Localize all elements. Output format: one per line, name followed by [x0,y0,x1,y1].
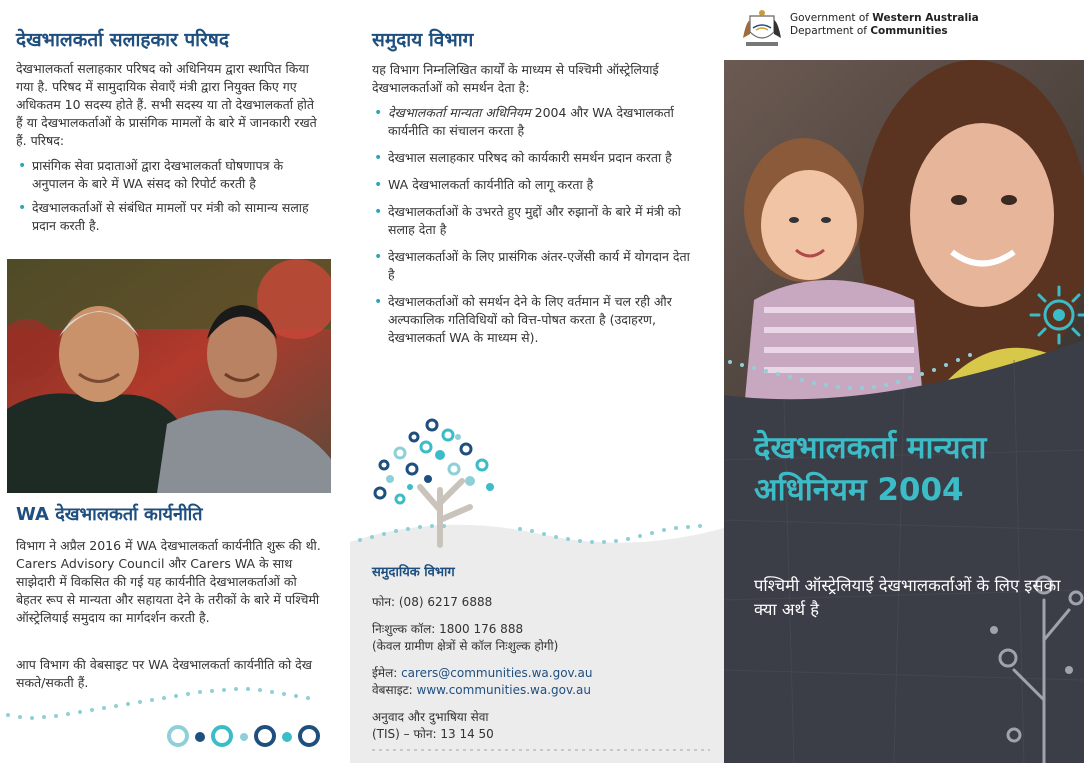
government-header [724,0,1084,60]
department-functions-list [372,104,692,356]
email-link[interactable]: carers@communities.wa.gov.au [401,666,593,680]
list-item: • देखभालकर्ताओं के उभरते हुए मुद्दों और रुझानों के बारे में मंत्री को सलाह देता है [372,203,692,239]
contact-block [372,564,712,753]
government-name: Government of Western Australia Department of Communities [790,12,979,37]
section-title-department: समुदाय विभाग [372,29,474,51]
wa-crest-icon [740,8,784,50]
contact-tis: अनुवाद और दुभाषिया सेवा (TIS) – फोन: 13 14 50 [372,710,494,741]
panel-cover [724,0,1084,763]
contact-online: ईमेल: carers@communities.wa.gov.au वेबसाइट: www.communities.wa.gov.au [372,666,593,697]
cover-dark-background [724,340,1084,763]
dot-pattern-decoration [0,680,350,763]
list-item: • देखभालकर्ता मान्यता अधिनियम 2004 और WA देखभालकर्ता कार्यनीति का संचालन करता है [372,104,692,140]
website-link[interactable]: www.communities.wa.gov.au [416,683,591,697]
department-intro: यह विभाग निम्नलिखित कार्यों के माध्यम से पश्चिमी ऑस्ट्रेलियाई देखभालकर्ताओं को समर्थन देता है: [372,62,659,95]
wa-strategy-website-para: आप विभाग की वेबसाइट पर WA देखभालकर्ता कार्यनीति को देख सकते/सकती हैं. [16,657,313,690]
list-item: • प्रासंगिक सेवा प्रदाताओं द्वारा देखभालकर्ता घोषणापत्र के अनुपालन के बारे में WA संसद को रिपोर्ट करती है [16,157,321,193]
list-item: • देखभालकर्ताओं को समर्थन देने के लिए वर्तमान में चल रही और अल्पकालिक गतिविधियों को वित्त-पोषत करता है (उदाहरण, देखभालकर्ता WA के माध्यम से). [372,293,692,347]
section-title-wa-strategy: WA देखभालकर्ता कार्यनीति [16,504,203,525]
contact-title: समुदायिक विभाग [372,565,455,580]
wa-strategy-para: विभाग ने अप्रैल 2016 में WA देखभालकर्ता कार्यनीति शुरू की थी. Carers Advisory Council और Carers WA के साथ साझेदारी में विकसित की गई यह कार्यनीति देखभालकर्ताओं को बेहतर रूप से मान्यता और सहायता देने के तरीकों के बारे में पश्चिमी ऑस्ट्रेलियाई समुदाय का मार्गदर्शन करती है. [16,538,321,625]
cover-title: देखभालकर्ता मान्यता अधिनियम 2004 [754,430,987,508]
list-item: • देखभाल सलाहकार परिषद को कार्यकारी समर्थन प्रदान करता है [372,149,692,167]
list-item: • देखभालकर्ताओं से संबंधित मामलों पर मंत्री को सामान्य सलाह प्रदान करती है. [16,199,321,235]
list-item: • WA देखभालकर्ता कार्यनीति को लागू करता है [372,176,692,194]
panel-middle [350,0,724,763]
panel-left [0,0,350,763]
list-item: • देखभालकर्ताओं के लिए प्रासंगिक अंतर-एजेंसी कार्य में योगदान देता है [372,248,692,284]
cover-subtitle: पश्चिमी ऑस्ट्रेलियाई देखभालकर्ताओं के लिए इसका क्या अर्थ है [754,576,1061,619]
carers-council-list [16,157,321,241]
tree-logo-icon [370,415,510,555]
contact-phone: फोन: (08) 6217 6888 [372,595,493,609]
carers-council-intro: देखभालकर्ता सलाहकार परिषद को अधिनियम द्वारा स्थापित किया गया है. परिषद में सामुदायिक सेवाएँ मंत्री द्वारा नियुक्त किए गए अधिकतम 10 सदस्य होते हैं. सभी सदस्य या तो देखभालकर्ता होते हैं या देखभालकर्ताओं के प्रासंगिक मामलों के बारे में जानकारी रखते हैं. परिषद: [16,61,317,148]
section-title-carers-council: देखभालकर्ता सलाहकार परिषद [16,29,229,51]
contact-freecall: निःशुल्क कॉल: 1800 176 888 (केवल ग्रामीण क्षेत्रों से कॉल निःशुल्क होगी) [372,622,559,653]
photo-two-men [7,259,331,493]
